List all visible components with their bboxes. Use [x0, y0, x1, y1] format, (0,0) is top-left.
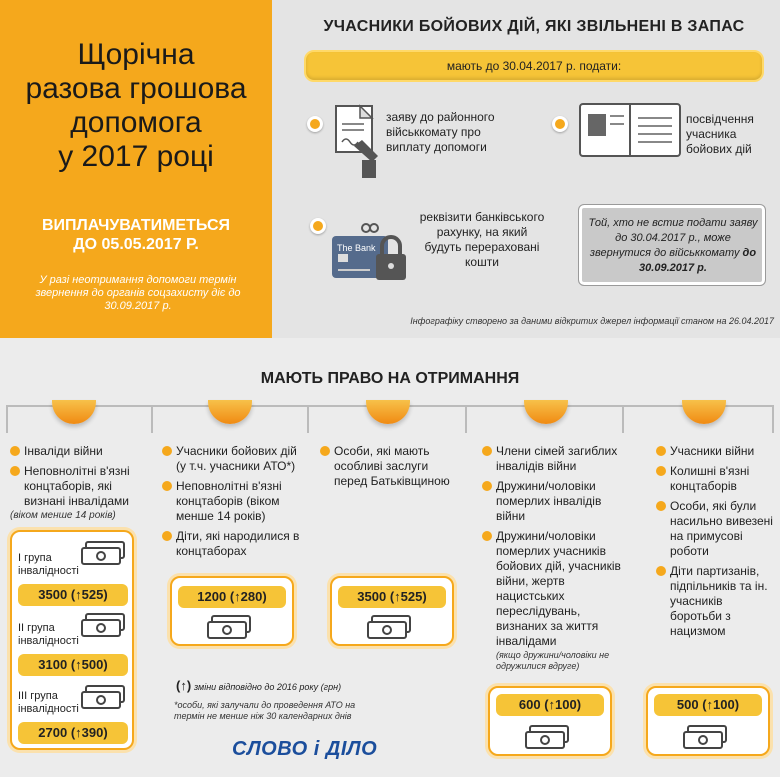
bullet-dot [162, 531, 172, 541]
column-2-list [162, 444, 302, 564]
payment-deadline-line1: ВИПЛАЧУВАТИМЕТЬСЯ [41, 217, 231, 234]
bullet-dot [310, 218, 326, 234]
list-item-text: Особи, які були насильно вивезені на примусові роботи [670, 499, 773, 558]
doc-bank-details-text: реквізити банківського рахунку, на який будуть перераховані кошти [419, 210, 545, 269]
amount-delta: 100) [713, 697, 740, 712]
up-arrow-icon: ↑ [234, 589, 241, 604]
application-form-icon [332, 100, 380, 178]
doc-application-text: заяву до районного військкомату про виплату допомоги [386, 110, 495, 154]
group-3-label: ІІІ група інвалідності [18, 690, 79, 715]
hero-title-line: допомога [70, 106, 202, 139]
group-2-label: ІІ група інвалідності [18, 622, 79, 647]
list-item [162, 479, 302, 524]
payment-deadline-line2: ДО 05.05.2017 Р. [73, 236, 199, 253]
list-item [656, 564, 774, 639]
column-5-amount [654, 694, 762, 716]
up-arrow-icon: ↑ [706, 697, 714, 712]
list-item-text: Учасники війни [670, 444, 755, 458]
money-icon [682, 724, 730, 750]
up-arrow-icon: ↑ [394, 589, 401, 604]
list-item [482, 529, 622, 649]
list-item [482, 444, 622, 474]
column-4-list [482, 444, 622, 672]
list-item-text: Учасники бойових дій (у т.ч. учасники АТО*) [176, 444, 297, 473]
list-item [656, 499, 774, 559]
bullet-dot [656, 566, 666, 576]
bullet-dot [482, 481, 492, 491]
money-icon [524, 724, 572, 750]
column-1-note: (віком менше 14 років) [10, 510, 116, 521]
timeline-tick [151, 405, 153, 433]
column-2-amount [178, 586, 286, 608]
group-2-amount [18, 654, 128, 676]
list-item-text: Особи, які мають особливі заслуги перед Батьківщиною [334, 444, 450, 488]
bullet-dot [162, 446, 172, 456]
hero-note: У разі неотримання допомоги термін звернення до органів соцзахисту діє до 30.09.2017 р. [35, 274, 241, 312]
late-submission-text-part1: Той, хто не встиг подати заяву до 30.04.2017 р., може звернутися до військкомату [588, 217, 758, 259]
bank-card-label: The Bank [337, 243, 376, 253]
timeline-tick [772, 405, 774, 433]
money-icon [206, 614, 254, 640]
logo: СЛОВО і ДІЛО [232, 738, 378, 760]
group-1-amount [18, 584, 128, 606]
veteran-id-icon [578, 98, 682, 160]
timeline-tick [307, 405, 309, 433]
up-arrow-icon: ↑ [75, 725, 82, 740]
money-icon [80, 612, 128, 638]
bullet-dot [482, 446, 492, 456]
bullet-dot [656, 446, 666, 456]
amount-delta: 100) [555, 697, 582, 712]
veterans-title: УЧАСНИКИ БОЙОВИХ ДІЙ, ЯКІ ЗВІЛЬНЕНІ В ЗАПАС [323, 18, 745, 35]
money-icon [80, 540, 128, 566]
source-note: Інфографіку створено за даними відкритих джерел інформації станом на 26.04.2017 [410, 316, 774, 326]
amount-delta: 525) [400, 589, 427, 604]
list-item [656, 464, 774, 494]
amount-delta: 525) [81, 587, 108, 602]
bullet-dot [307, 116, 323, 132]
late-submission-deadline: до 30.09.2017 р. [639, 247, 757, 274]
money-icon [80, 684, 128, 710]
bullet-dot [162, 481, 172, 491]
legend-text: зміни відповідно до 2016 року (грн) [193, 682, 342, 692]
timeline-tick [622, 405, 624, 433]
amount-delta: 500) [81, 657, 108, 672]
column-5-list [656, 444, 774, 644]
legend-arrow-icon: (↑) [176, 678, 192, 693]
bullet-dot [320, 446, 330, 456]
deadline-text: мають до 30.04.2017 р. подати: [446, 59, 622, 73]
doc-veteran-id-text: посвідчення учасника бойових дій [686, 112, 754, 156]
list-item [320, 444, 456, 489]
amount-value: 2700 ( [38, 725, 76, 740]
late-submission-text [586, 216, 760, 276]
up-arrow-icon: ↑ [75, 587, 82, 602]
group-1-label: І група інвалідності [18, 552, 79, 577]
hero-title [20, 38, 252, 174]
bullet-dot [656, 466, 666, 476]
amount-value: 500 ( [676, 697, 707, 712]
group-3-amount [18, 722, 128, 744]
hero-title-line: разова грошова [25, 72, 247, 105]
list-item-text: Неповнолітні в'язні концтаборів (віком менше 14 років) [176, 479, 282, 523]
up-arrow-icon: ↑ [75, 657, 82, 672]
column-1-list [10, 444, 150, 521]
bullet-dot [10, 466, 20, 476]
list-item-text: Інваліди війни [24, 444, 103, 458]
column-3-list [320, 444, 456, 494]
list-item [10, 464, 150, 509]
rights-title: МАЮТЬ ПРАВО НА ОТРИМАННЯ [260, 370, 520, 387]
amount-value: 3500 ( [38, 587, 76, 602]
amount-value: 3500 ( [357, 589, 395, 604]
list-item-text: Члени сімей загиблих інвалідів війни [496, 444, 618, 473]
bullet-dot [656, 501, 666, 511]
bullet-dot [552, 116, 568, 132]
list-item-text: Дружини/чоловіки померлих інвалідів війни [496, 479, 602, 523]
list-item [10, 444, 150, 459]
list-item-text: Діти, які народилися в концтаборах [176, 529, 300, 558]
timeline-tick [465, 405, 467, 433]
column-3-amount [338, 586, 446, 608]
bullet-dot [10, 446, 20, 456]
list-item-text: Дружини/чоловіки померлих учасників бойових дій, учасників війни, жертв нацистських переслідувань, визнаних за життя інвалідами [496, 529, 621, 648]
list-item [656, 444, 774, 459]
legend [176, 678, 376, 693]
hero-title-line: Щорічна [77, 38, 195, 71]
column-4-note: (якщо дружини/чоловіки не одружилися вдруге) [496, 650, 610, 671]
column-4-amount [496, 694, 604, 716]
amount-delta: 280) [240, 589, 267, 604]
timeline-tick [6, 405, 8, 433]
list-item [162, 444, 302, 474]
money-icon [366, 614, 414, 640]
footnote: *особи, які залучали до проведення АТО на термін не менше ніж 30 календарних днів [174, 700, 356, 721]
list-item-text: Колишні в'язні концтаборів [670, 464, 750, 493]
amount-delta: 390) [81, 725, 108, 740]
payment-deadline [18, 216, 254, 254]
hero-title-line: у 2017 році [58, 140, 214, 173]
list-item-text: Діти партизанів, підпільників та ін. учасників боротьби з нацизмом [670, 564, 768, 638]
list-item-text: Неповнолітні в'язні концтаборів, які визнані інвалідами [24, 464, 130, 508]
bullet-dot [482, 531, 492, 541]
amount-value: 1200 ( [197, 589, 235, 604]
amount-value: 3100 ( [38, 657, 76, 672]
list-item [482, 479, 622, 524]
up-arrow-icon: ↑ [548, 697, 556, 712]
list-item [162, 529, 302, 559]
amount-value: 600 ( [518, 697, 549, 712]
